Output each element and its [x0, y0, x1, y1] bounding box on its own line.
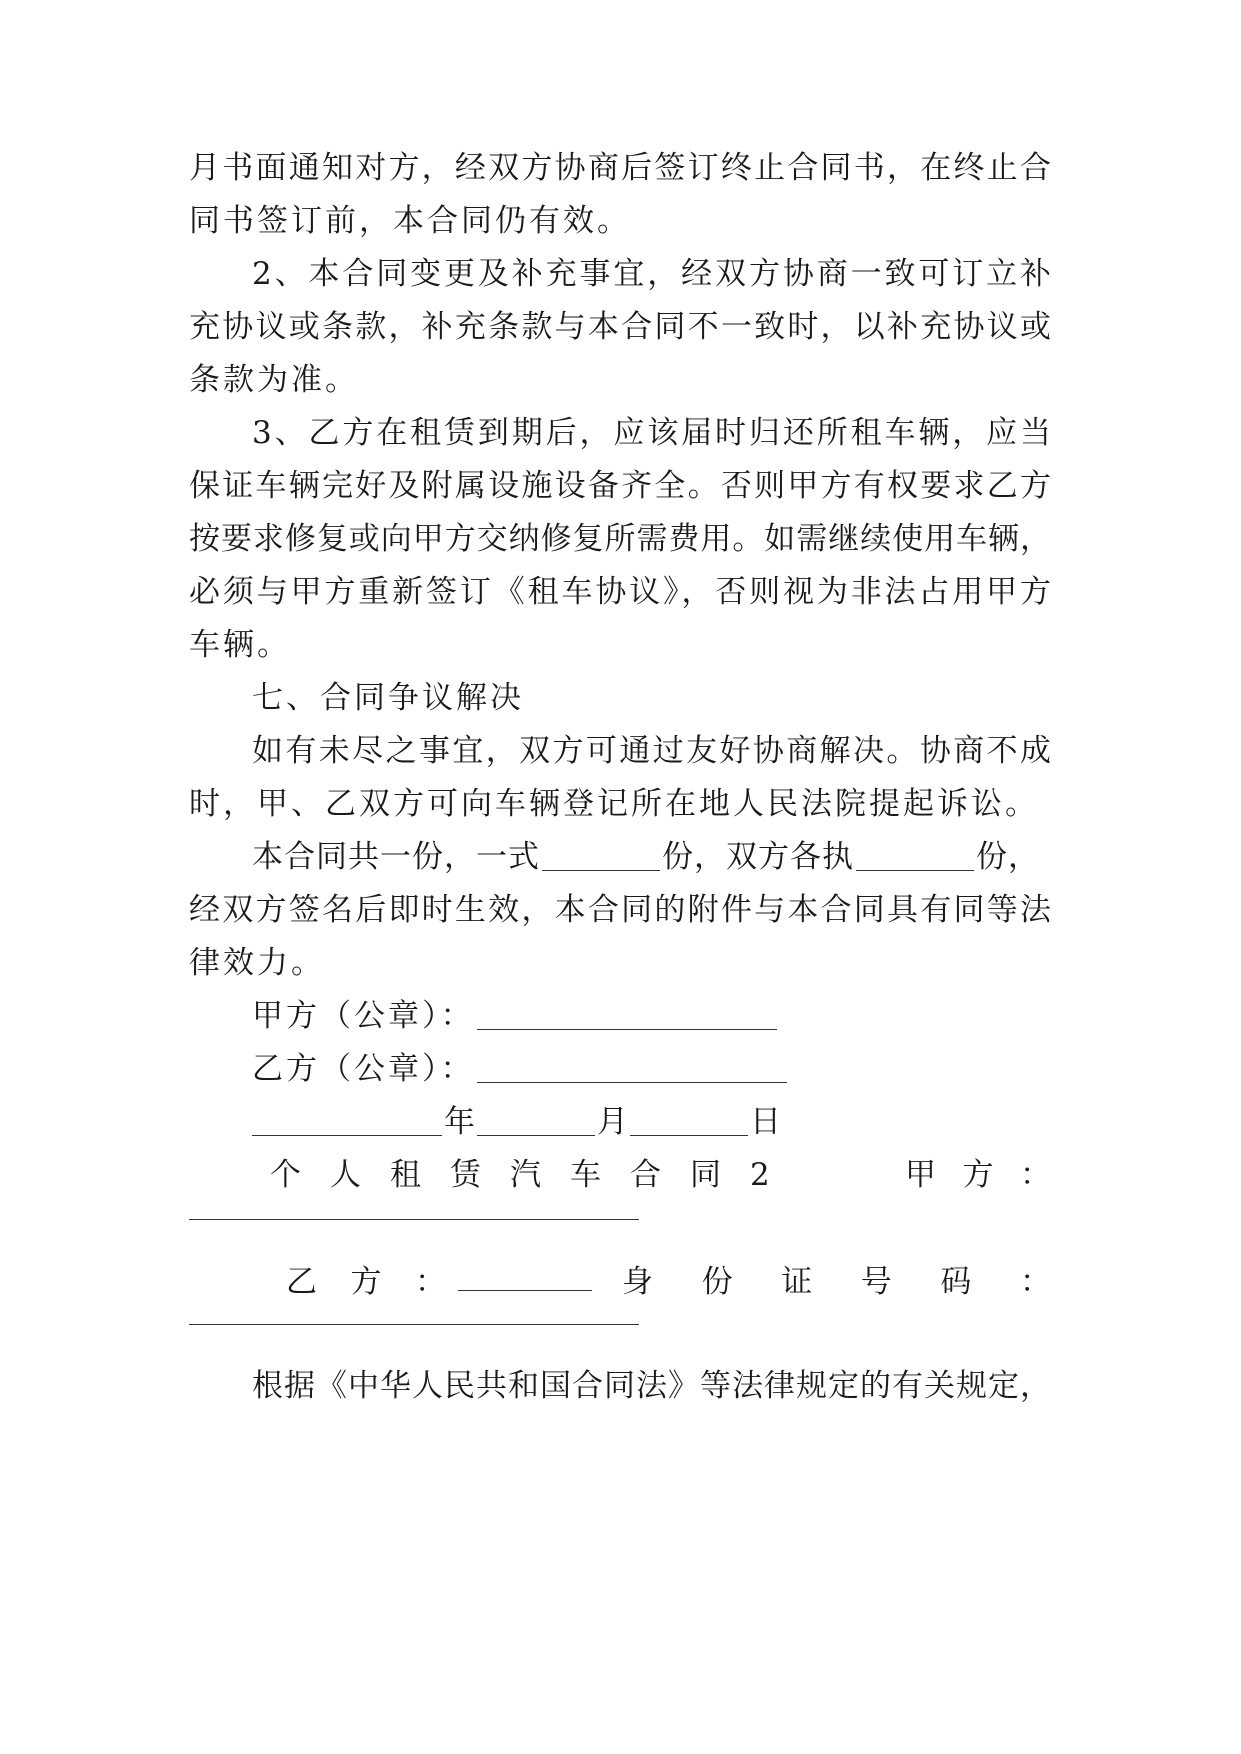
date-line: [252, 1100, 1051, 1144]
month-blank[interactable]: [477, 1105, 595, 1136]
signature-party-a-blank[interactable]: [477, 999, 777, 1030]
paragraph-line: 3、乙方在租赁到期后，应该届时归还所租车辆，应当: [252, 415, 1051, 451]
paragraph-line: 必须与甲方重新签订《租车协议》，否则视为非法占用甲方: [189, 574, 1051, 610]
signature-party-a: [252, 994, 1051, 1038]
paragraph-line: 车辆。: [189, 627, 291, 663]
each-copies-blank[interactable]: [856, 840, 974, 871]
party-b-label: 乙方：: [286, 1264, 446, 1300]
id-number-blank[interactable]: [189, 1324, 639, 1325]
paragraph-line: 2、本合同变更及补充事宜，经双方协商一致可订立补: [252, 256, 1051, 292]
copies-text-1: 本合同共一份，一式: [252, 839, 540, 875]
paragraph-line: 律效力。: [189, 945, 325, 981]
paragraph-line: 充协议或条款，补充条款与本合同不一致时，以补充协议或: [189, 309, 1051, 345]
copies-text-3: 份，: [976, 839, 1040, 875]
signature-party-b: [252, 1047, 1051, 1091]
paragraph-line: 根据《中华人民共和国合同法》等法律规定的有关规定，: [252, 1368, 1052, 1404]
paragraph-line: 同书签订前，本合同仍有效。: [189, 203, 631, 239]
signature-party-b-blank[interactable]: [477, 1052, 787, 1083]
copies-blank[interactable]: [542, 840, 660, 871]
day-label: 日: [750, 1104, 781, 1140]
paragraph-line: 时，甲、乙双方可向车辆登记所在地人民法院提起诉讼。: [189, 786, 1039, 822]
signature-party-b-label: 乙方（公章）：: [252, 1051, 475, 1087]
paragraph-line: 条款为准。: [189, 362, 359, 398]
paragraph-line: 月书面通知对方，经双方协商后签订终止合同书，在终止合: [189, 150, 1051, 186]
year-blank[interactable]: [252, 1105, 442, 1136]
contract-title: 个人租赁汽车合同2: [270, 1157, 799, 1193]
copies-line: [252, 835, 1051, 879]
paragraph-line: 如有未尽之事宜，双方可通过友好协商解决。协商不成: [252, 733, 1051, 769]
year-label: 年: [444, 1104, 475, 1140]
party-a-blank[interactable]: [189, 1219, 639, 1220]
signature-party-a-label: 甲方（公章）：: [252, 998, 475, 1034]
section-heading: 七、合同争议解决: [252, 680, 524, 716]
id-number-label: 身份证号码：: [622, 1264, 1051, 1300]
day-blank[interactable]: [630, 1105, 748, 1136]
party-b-blank[interactable]: [458, 1290, 592, 1291]
month-label: 月: [597, 1104, 628, 1140]
copies-text-2: 份，双方各执: [662, 839, 854, 875]
paragraph-line: 经双方签名后即时生效，本合同的附件与本合同具有同等法: [189, 892, 1051, 928]
paragraph-line: 按要求修复或向甲方交纳修复所需费用。如需继续使用车辆，: [189, 521, 1051, 557]
party-a-label: 甲方：: [905, 1157, 1051, 1193]
paragraph-line: 保证车辆完好及附属设施设备齐全。否则甲方有权要求乙方: [189, 468, 1051, 504]
